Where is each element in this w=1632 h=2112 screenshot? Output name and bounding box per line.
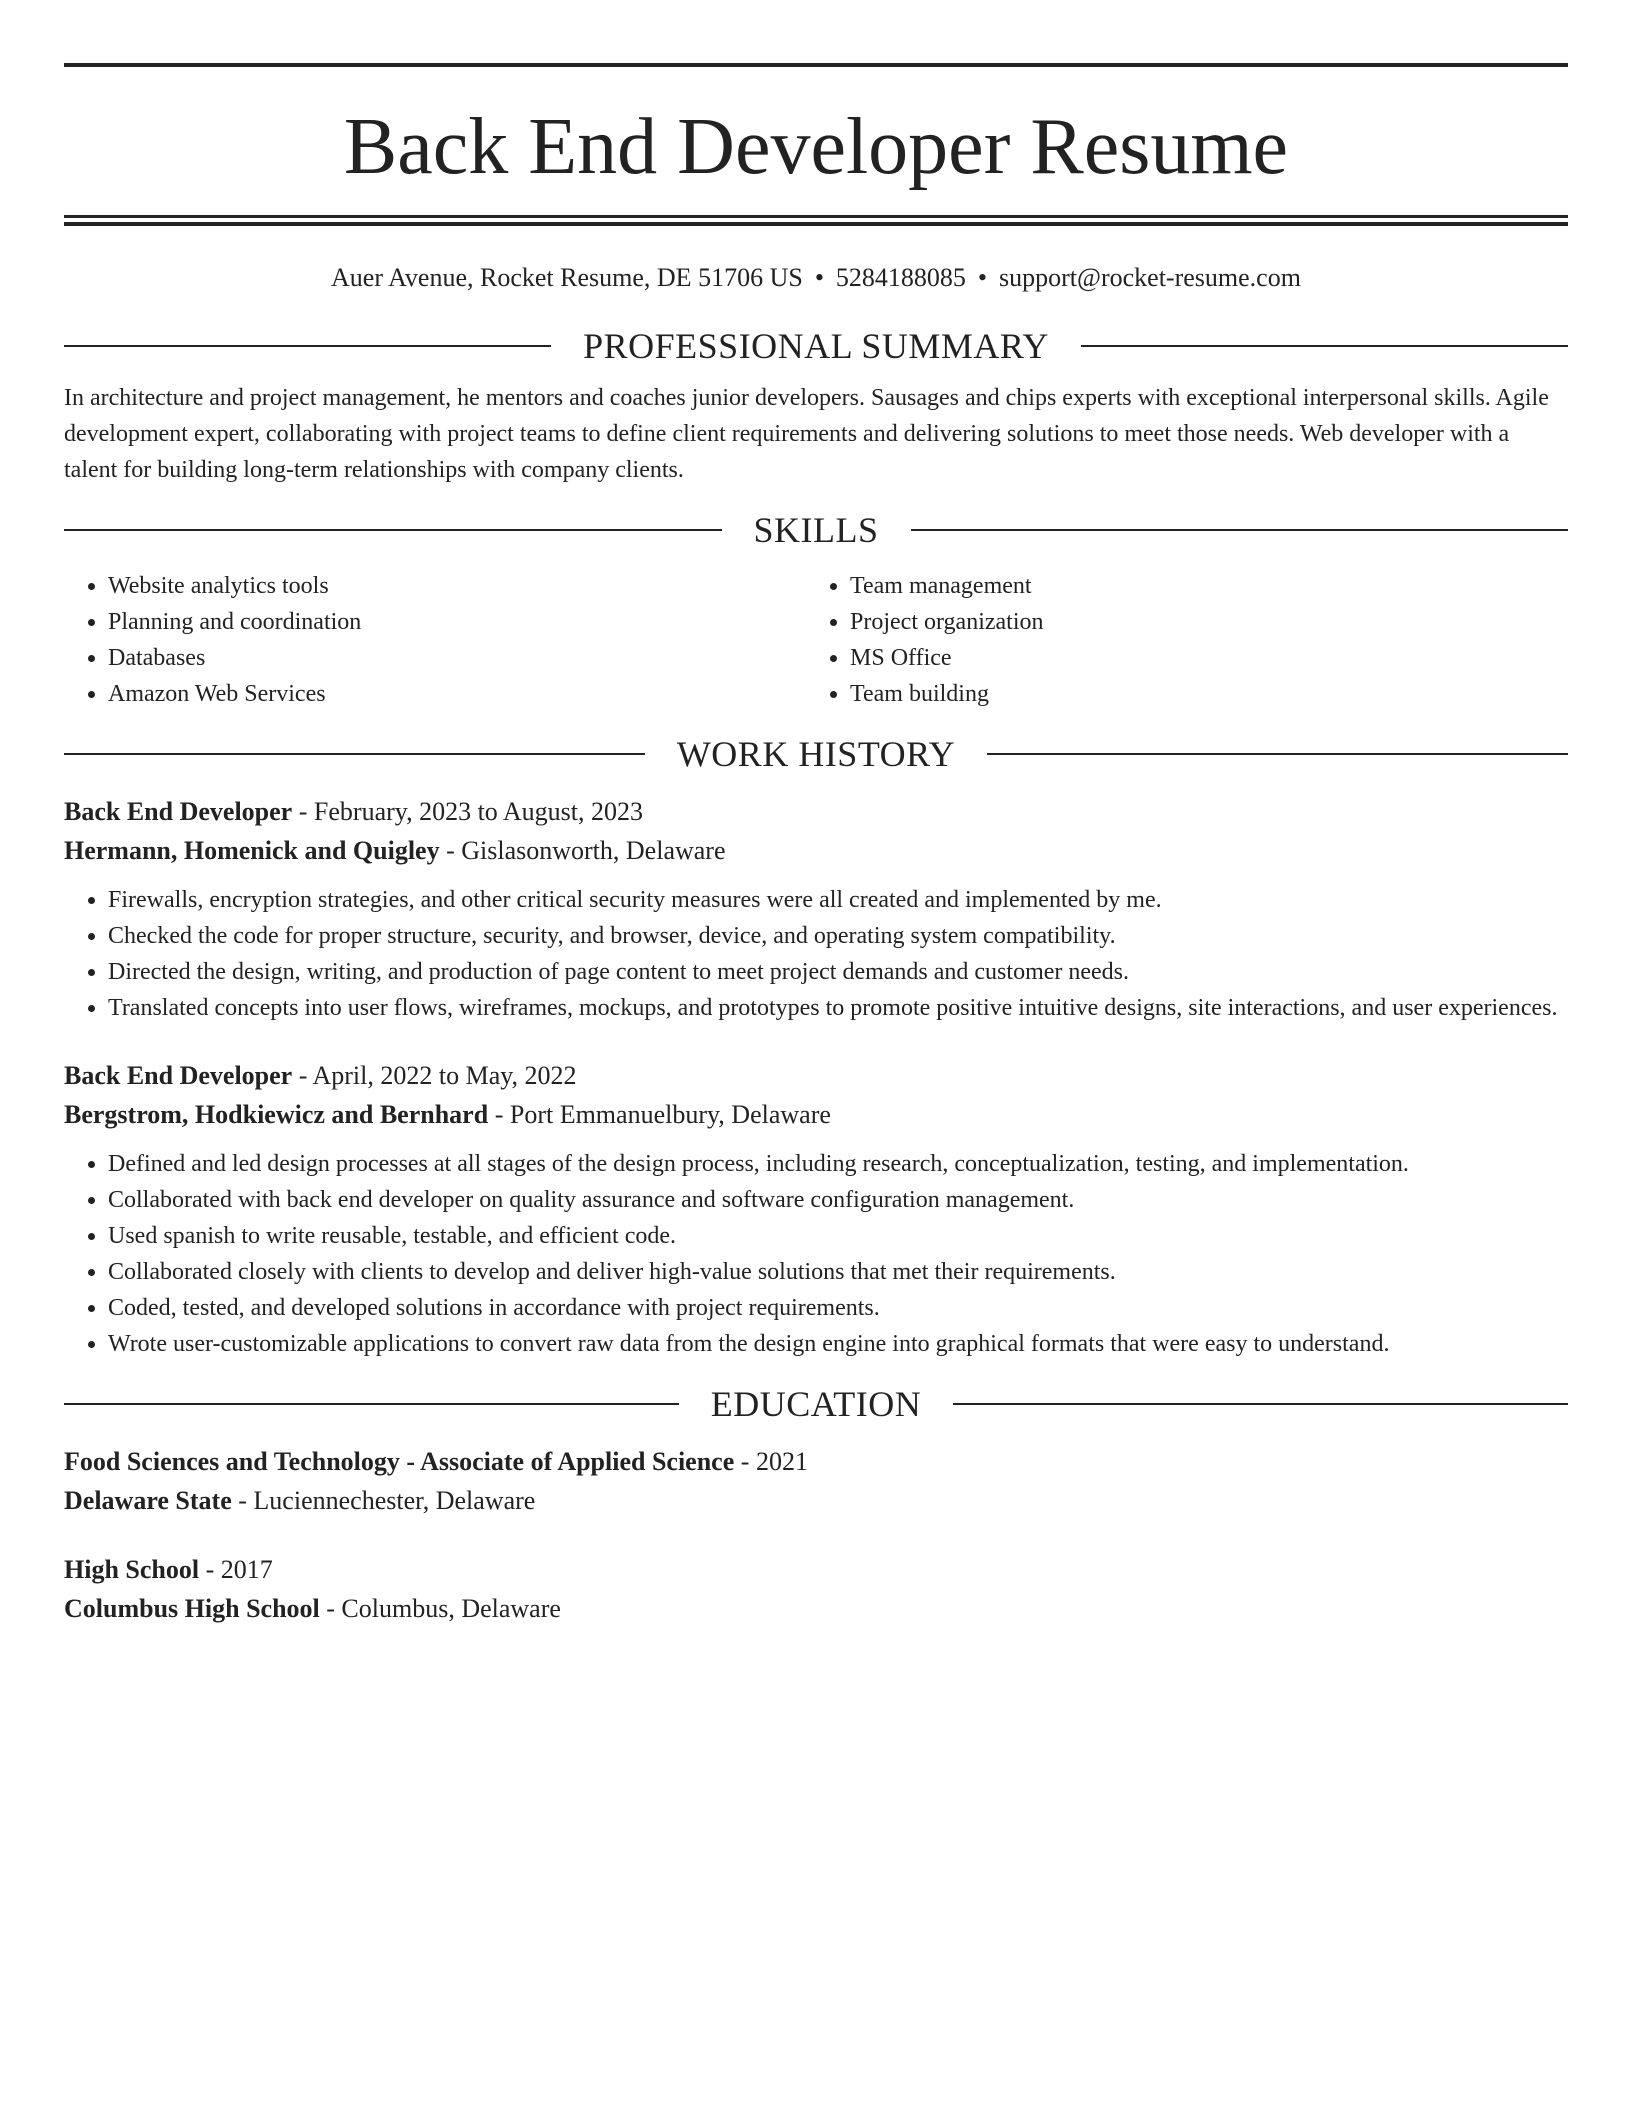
heading-rule-left	[64, 1403, 679, 1405]
section-heading-work	[64, 732, 1568, 776]
job-bullet: • Collaborated closely with clients to develop and deliver high-value solutions that met their requirements.	[108, 1254, 1568, 1290]
education-entry	[64, 1550, 1568, 1628]
job-bullet: • Used spanish to write reusable, testable, and efficient code.	[108, 1218, 1568, 1254]
job-entry	[64, 1056, 1568, 1362]
education-degree-line: High School - 2017	[64, 1555, 273, 1584]
skill-item: • Project organization	[850, 604, 1568, 640]
education-entry	[64, 1442, 1568, 1520]
skills-column-left	[64, 568, 806, 712]
section-title: EDUCATION	[710, 1384, 922, 1424]
education-degree-line: Food Sciences and Technology - Associate of Applied Science - 2021	[64, 1447, 808, 1476]
job-company: Bergstrom, Hodkiewicz and Bernhard	[64, 1100, 489, 1129]
job-bullet: • Collaborated with back end developer on quality assurance and software configuration management.	[108, 1182, 1568, 1218]
education-year: 2021	[755, 1447, 808, 1476]
skill-item: • Website analytics tools	[108, 568, 806, 604]
section-title: PROFESSIONAL SUMMARY	[583, 326, 1049, 366]
education-school-line: Delaware State - Luciennechester, Delaware	[64, 1486, 536, 1515]
contact-email: support@rocket-resume.com	[999, 263, 1301, 292]
contact-separator: •	[977, 263, 988, 292]
job-bullet: • Defined and led design processes at all stages of the design process, including research, conceptualization, testing, and implementation.	[108, 1146, 1568, 1182]
education-location: Columbus, Delaware	[341, 1594, 561, 1623]
skills-column-right	[806, 568, 1568, 712]
job-title: Back End Developer	[64, 797, 293, 826]
education-year: 2017	[220, 1555, 273, 1584]
heading-rule-left	[64, 345, 551, 347]
skill-item: • MS Office	[850, 640, 1568, 676]
skill-item: • Databases	[108, 640, 806, 676]
job-company: Hermann, Homenick and Quigley	[64, 836, 440, 865]
job-dates: April, 2022 to May, 2022	[312, 1061, 577, 1090]
job-title-line: Back End Developer - February, 2023 to August, 2023	[64, 797, 643, 826]
skill-item: • Team management	[850, 568, 1568, 604]
job-location: Gislasonworth, Delaware	[461, 836, 726, 865]
section-heading-skills	[64, 508, 1568, 552]
job-title-line: Back End Developer - April, 2022 to May, 2022	[64, 1061, 577, 1090]
section-heading-education	[64, 1382, 1568, 1426]
heading-rule-left	[64, 753, 645, 755]
job-title: Back End Developer	[64, 1061, 293, 1090]
title-double-rule	[64, 215, 1568, 226]
contact-phone: 5284188085	[835, 263, 966, 292]
job-location: Port Emmanuelbury, Delaware	[509, 1100, 831, 1129]
contact-separator: •	[814, 263, 824, 292]
heading-rule-left	[64, 529, 722, 531]
summary-text: In architecture and project management, he mentors and coaches junior developers. Sausages and chips experts with exceptional interpersonal skills. Agile development expert, collaborating with project teams to define client requirements and delivering solutions to meet those needs. Web developer with a talent for building long-term relationships with company clients.	[64, 385, 1549, 483]
job-company-line: Hermann, Homenick and Quigley - Gislasonworth, Delaware	[64, 836, 726, 865]
heading-rule-right	[1081, 345, 1568, 347]
education-degree: Food Sciences and Technology - Associate of Applied Science	[64, 1447, 735, 1476]
skill-item: • Amazon Web Services	[108, 676, 806, 712]
skill-item: • Planning and coordination	[108, 604, 806, 640]
job-bullet: • Checked the code for proper structure, security, and browser, device, and operating system compatibility.	[108, 918, 1568, 954]
skill-item: • Team building	[850, 676, 1568, 712]
job-dates: February, 2023 to August, 2023	[313, 797, 643, 826]
resume-page	[64, 63, 1568, 1628]
education-school: Delaware State	[64, 1486, 232, 1515]
section-heading-summary	[64, 324, 1568, 368]
education-school-line: Columbus High School - Columbus, Delaware	[64, 1594, 561, 1623]
job-bullet: • Firewalls, encryption strategies, and other critical security measures were all created and implemented by me.	[108, 882, 1568, 918]
contact-line	[64, 260, 1568, 296]
heading-rule-right	[953, 1403, 1568, 1405]
section-title: WORK HISTORY	[676, 734, 956, 774]
job-company-line: Bergstrom, Hodkiewicz and Bernhard - Port Emmanuelbury, Delaware	[64, 1100, 831, 1129]
top-rule	[64, 63, 1568, 67]
education-location: Luciennechester, Delaware	[253, 1486, 536, 1515]
job-bullet: • Wrote user-customizable applications to convert raw data from the design engine into graphical formats that were easy to understand.	[108, 1326, 1568, 1362]
heading-rule-right	[987, 753, 1568, 755]
section-title: SKILLS	[753, 510, 879, 550]
resume-title: Back End Developer Resume	[343, 103, 1289, 191]
skills-grid	[64, 568, 1568, 712]
job-entry	[64, 792, 1568, 1026]
job-bullet: • Coded, tested, and developed solutions in accordance with project requirements.	[108, 1290, 1568, 1326]
job-bullets	[64, 882, 1568, 1026]
job-bullet: • Directed the design, writing, and production of page content to meet project demands and customer needs.	[108, 954, 1568, 990]
job-bullet: • Translated concepts into user flows, wireframes, mockups, and prototypes to promote positive intuitive designs, site interactions, and user experiences.	[108, 990, 1568, 1026]
heading-rule-right	[911, 529, 1569, 531]
contact-address: Auer Avenue, Rocket Resume, DE 51706 US	[331, 263, 803, 292]
education-degree: High School	[64, 1555, 200, 1584]
education-school: Columbus High School	[64, 1594, 320, 1623]
job-bullets	[64, 1146, 1568, 1362]
